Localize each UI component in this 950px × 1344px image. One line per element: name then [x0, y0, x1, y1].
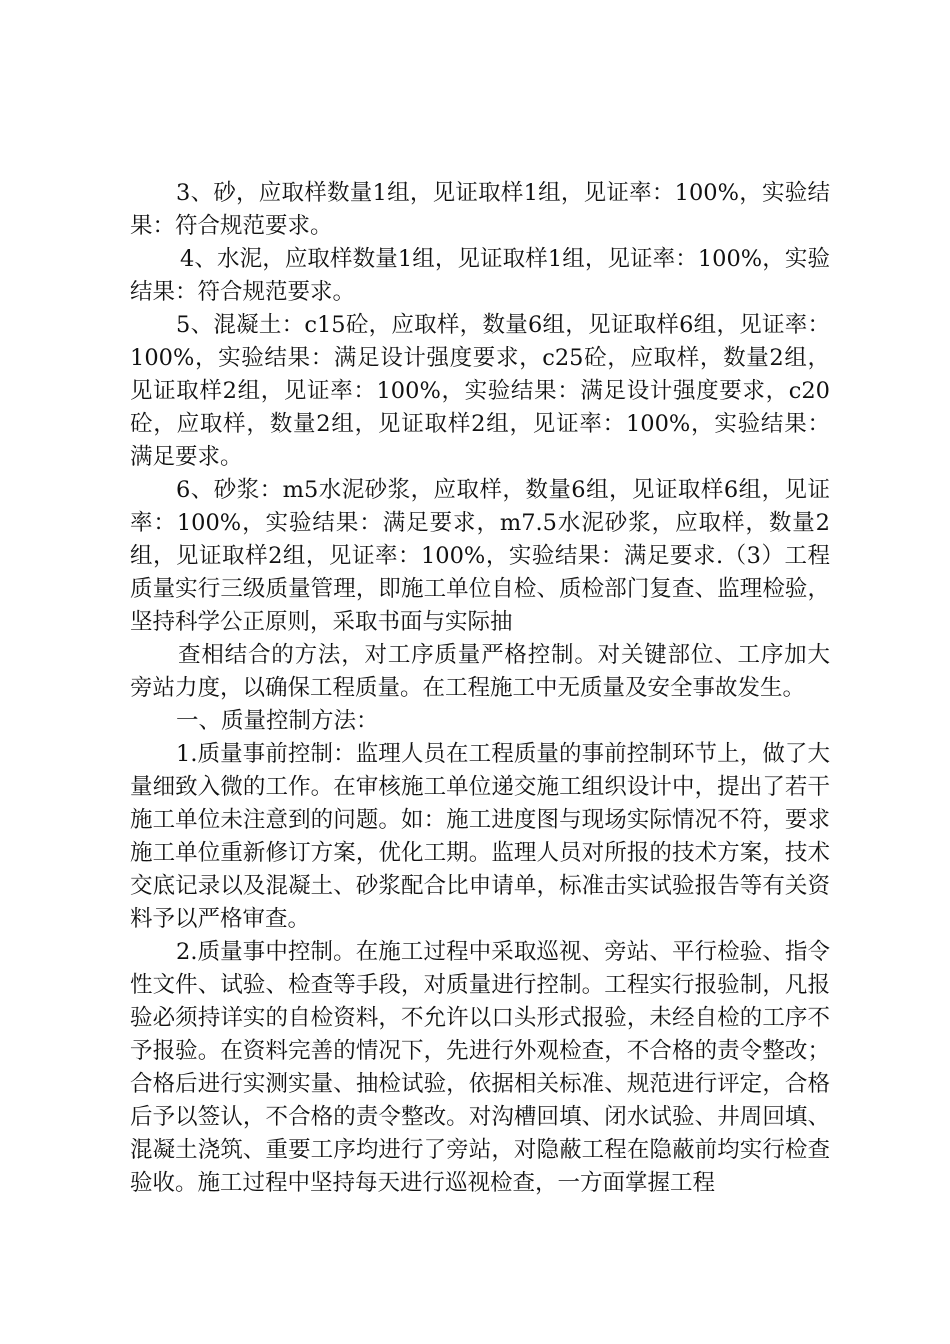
- paragraph-sand: 3、砂，应取样数量1组，见证取样1组，见证率：100%，实验结果：符合规范要求。: [130, 180, 830, 239]
- section-heading-quality-control-methods: 一、质量控制方法：: [176, 708, 379, 734]
- paragraph-concrete: 5、混凝土：c15砼，应取样，数量6组，见证取样6组，见证率：100%，实验结果：满足设计强度要求，c25砼，应取样，数量2组，见证取样2组，见证率：100%，实验结果：满足设计强度要求，c20砼，应取样，数量2组，见证取样2组，见证率：100%，实验结果：满足要求。: [130, 312, 830, 470]
- paragraph-pre-control: 1.质量事前控制：监理人员在工程质量的事前控制环节上，做了大量细致入微的工作。在审核施工单位递交施工组织设计中，提出了若干施工单位未注意到的问题。如：施工进度图与现场实际情况不符，要求施工单位重新修订方案，优化工期。监理人员对所报的技术方案，技术交底记录以及混凝土、砂浆配合比申请单，标准击实试验报告等有关资料予以严格审查。: [130, 741, 830, 932]
- document-body: [130, 177, 830, 1200]
- paragraph-in-process-control: 2.质量事中控制。在施工过程中采取巡视、旁站、平行检验、指令性文件、试验、检查等手段，对质量进行控制。工程实行报验制，凡报验必须持详实的自检资料，不允许以口头形式报验，未经自检的工序不予报验。在资料完善的情况下，先进行外观检查，不合格的责令整改；合格后进行实测实量、抽检试验，依据相关标准、规范进行评定，合格后予以签认，不合格的责令整改。对沟槽回填、闭水试验、井周回填、混凝土浇筑、重要工序均进行了旁站，对隐蔽工程在隐蔽前均实行检查验收。施工过程中坚持每天进行巡视检查，一方面掌握工程: [130, 939, 830, 1196]
- paragraph-continuation: 查相结合的方法，对工序质量严格控制。对关键部位、工序加大旁站力度，以确保工程质量。在工程施工中无质量及安全事故发生。: [130, 642, 830, 701]
- paragraph-cement: 4、水泥，应取样数量1组，见证取样1组，见证率：100%，实验结果：符合规范要求。: [130, 246, 830, 305]
- paragraph-mortar: 6、砂浆：m5水泥砂浆，应取样，数量6组，见证取样6组，见证率：100%，实验结果：满足要求，m7.5水泥砂浆，应取样，数量2组，见证取样2组，见证率：100%，实验结果：满足要求.（3）工程质量实行三级质量管理，即施工单位自检、质检部门复查、监理检验，坚持科学公正原则，采取书面与实际抽: [130, 477, 830, 635]
